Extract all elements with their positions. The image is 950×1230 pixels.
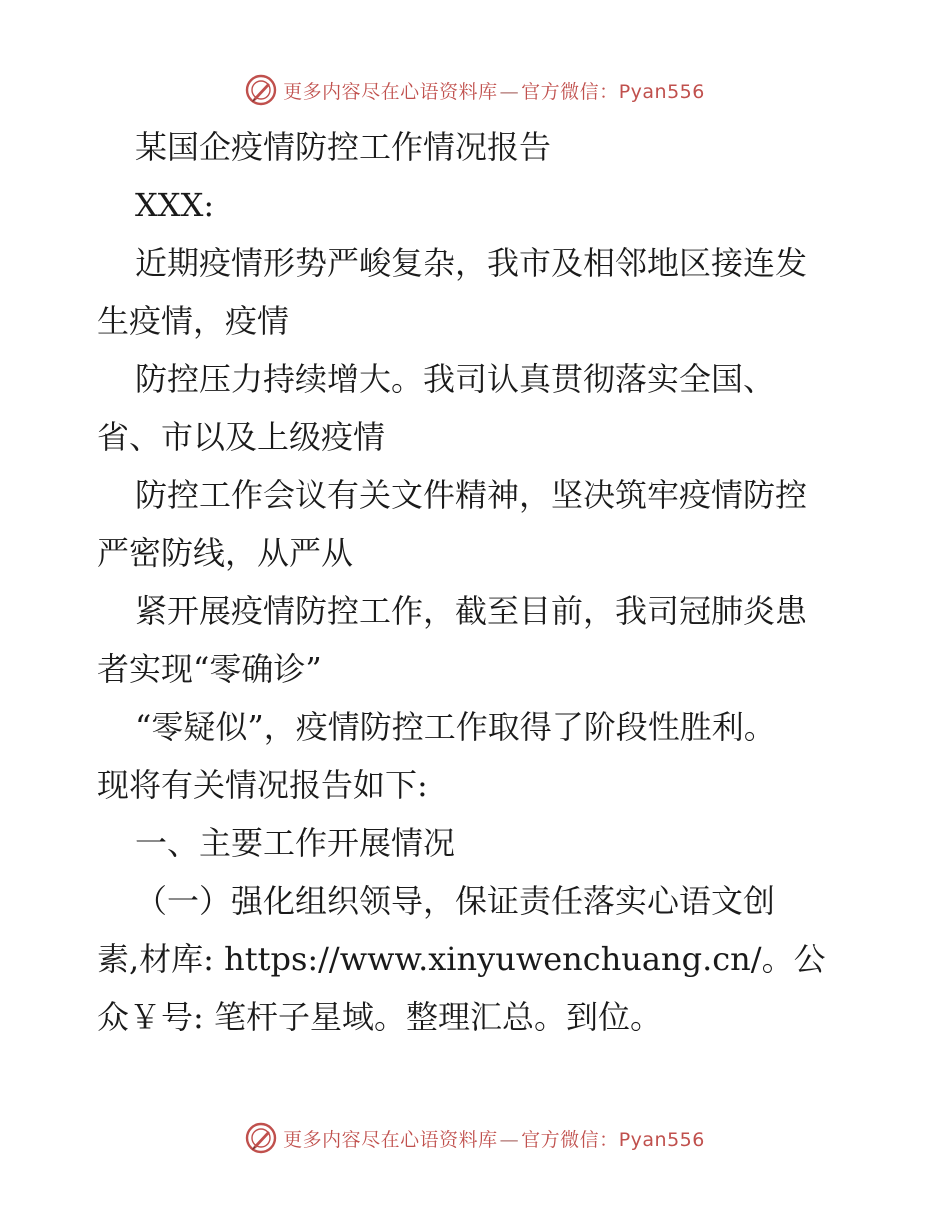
watermark-main-text: 更多内容尽在心语资料库 — [283, 1128, 498, 1151]
paragraph-line: “零疑似”，疫情防控工作取得了阶段性胜利。 — [135, 708, 776, 746]
document-title: 某国企疫情防控工作情况报告 — [135, 128, 552, 166]
paragraph-line: 省、市以及上级疫情 — [97, 418, 386, 456]
pen-logo-icon — [245, 1122, 277, 1154]
salutation: XXX: — [135, 186, 215, 224]
paragraph-line: 者实现“零确诊” — [97, 650, 322, 688]
watermark-label: 官方微信： — [521, 1128, 619, 1151]
subsection-heading: （一）强化组织领导，保证责任落实心语文创 — [135, 882, 776, 920]
paragraph-line: 生疫情，疫情 — [97, 302, 290, 340]
watermark-footer — [0, 1118, 950, 1158]
watermark-label: 官方微信： — [521, 80, 619, 103]
watermark-handle: Pyan556 — [618, 1128, 705, 1151]
paragraph-line: 近期疫情形势严峻复杂，我市及相邻地区接连发 — [135, 244, 808, 282]
watermark-main-text: 更多内容尽在心语资料库 — [283, 80, 498, 103]
paragraph-line: 防控工作会议有关文件精神，坚决筑牢疫情防控 — [135, 476, 808, 514]
paragraph-line: 紧开展疫情防控工作，截至目前，我司冠肺炎患 — [135, 592, 808, 630]
paragraph-line: 众￥号: 笔杆子星域。整理汇总。到位。 — [97, 998, 662, 1036]
section-heading: 一、主要工作开展情况 — [135, 824, 456, 862]
paragraph-line: 严密防线，从严从 — [97, 534, 354, 572]
paragraph-line: 防控压力持续增大。我司认真贯彻落实全国、 — [135, 360, 776, 398]
paragraph-line: 素,材库: https://www.xinyuwenchuang.cn/。公 — [97, 940, 826, 978]
document-body — [97, 118, 857, 1046]
paragraph-line: 现将有关情况报告如下: — [97, 766, 428, 804]
watermark-separator: — — [499, 80, 520, 103]
watermark-handle: Pyan556 — [618, 80, 705, 103]
pen-logo-icon — [245, 74, 277, 106]
watermark-separator: — — [499, 1128, 520, 1151]
watermark-header — [0, 70, 950, 110]
